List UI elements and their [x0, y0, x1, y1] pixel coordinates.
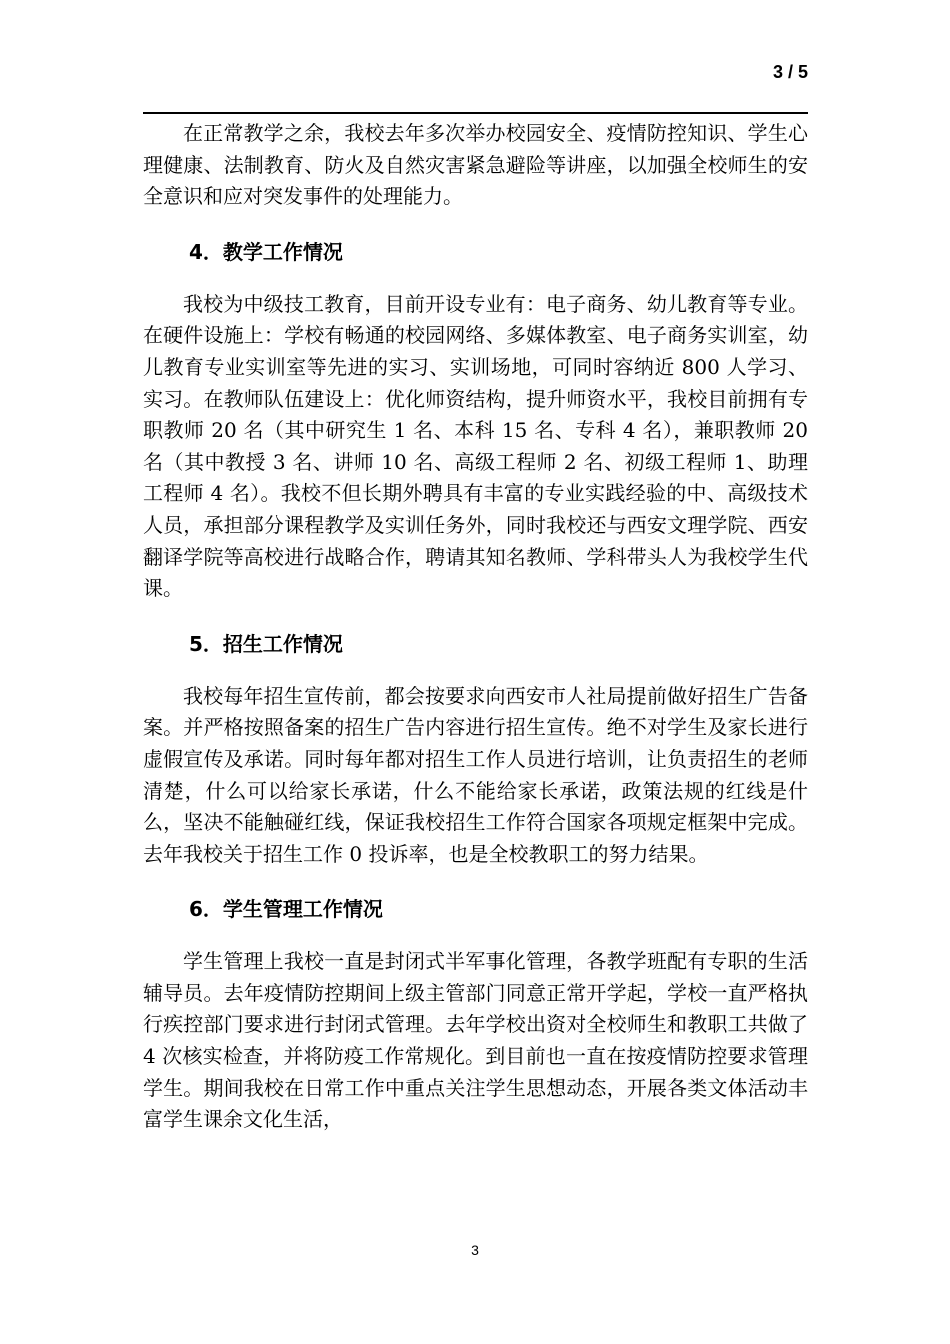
- page-number: 3: [471, 1242, 479, 1258]
- paragraph-safety-lectures: 在正常教学之余，我校去年多次举办校园安全、疫情防控知识、学生心理健康、法制教育、防火及自然灾害紧急避险等讲座，以加强全校师生的安全意识和应对突发事件的处理能力。: [143, 121, 808, 209]
- section-heading-teaching: 4．教学工作情况: [189, 239, 343, 264]
- paragraph-enrollment: 我校每年招生宣传前，都会按要求向西安市人社局提前做好招生广告备案。并严格按照备案的招生广告内容进行招生宣传。绝不对学生及家长进行虚假宣传及承诺。同时每年都对招生工作人员进行培训，让负责招生的老师清楚，什么可以给家长承诺，什么不能给家长承诺，政策法规的红线是什么，坚决不能触碰红线，保证我校招生工作符合国家各项规定框架中完成。去年我校关于招生工作 0 投诉率，也是全校教职工的努力结果。: [143, 683, 808, 866]
- paragraph-student-management: 学生管理上我校一直是封闭式半军事化管理，各教学班配有专职的生活辅导员。去年疫情防控期间上级主管部门同意正常开学起，学校一直严格执行疾控部门要求进行封闭式管理。去年学校出资对全校师生和教职工共做了 4 次核实检查，并将防疫工作常规化。到目前也一直在按疫情防控要求管理学生。期间我校在日常工作中重点关注学生思想动态，开展各类文体活动丰富学生课余文化生活，: [143, 949, 808, 1132]
- paragraph-teaching: 我校为中级技工教育，目前开设专业有：电子商务、幼儿教育等专业。在硬件设施上：学校有畅通的校园网络、多媒体教室、电子商务实训室，幼儿教育专业实训室等先进的实习、实训场地，可同时容纳近 800 人学习、实习。在教师队伍建设上：优化师资结构，提升师资水平，我校目前拥有专职教师 20 名（其中研究生 1 名、本科 15 名、专科 4 名），兼职教师 20 名（其中教授 3 名、讲师 10 名、高级工程师 2 名、初级工程师 1、助理工程师 4 名）。我校不但长期外聘具有丰富的专业实践经验的中、高级技术人员，承担部分课程教学及实训任务外，同时我校还与西安文理学院、西安翻译学院等高校进行战略合作，聘请其知名教师、学科带头人为我校学生代课。: [143, 291, 808, 601]
- document-body: [143, 118, 808, 1136]
- section-heading-enrollment: 5．招生工作情况: [189, 631, 343, 656]
- section-heading-student-management: 6．学生管理工作情况: [189, 897, 383, 922]
- page-counter: 3 / 5: [772, 62, 808, 82]
- header-rule: [143, 112, 808, 114]
